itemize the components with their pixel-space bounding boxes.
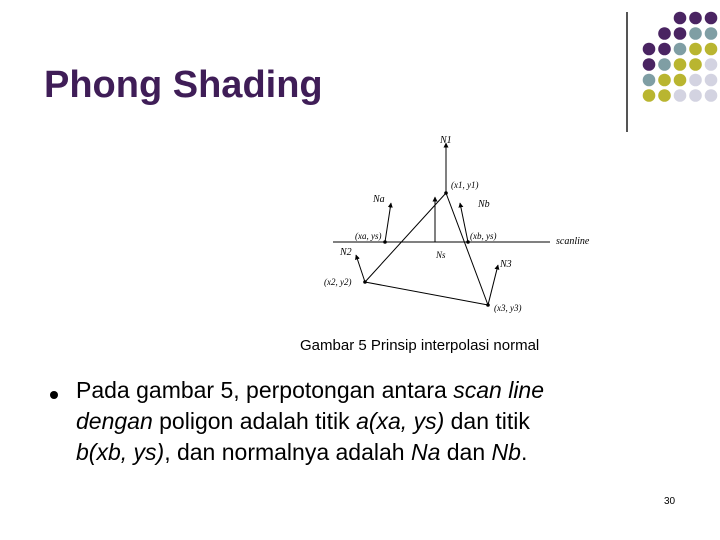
decorative-dot: [705, 43, 718, 56]
decorative-dot: [658, 43, 671, 56]
point-p3: [486, 303, 490, 307]
label-n3: N3: [500, 259, 512, 270]
decorative-dot: [689, 74, 702, 87]
decorative-dot: [674, 74, 687, 87]
label-nb: Nb: [478, 199, 490, 210]
decorative-dot: [689, 89, 702, 102]
decorative-dot: [689, 43, 702, 56]
normal-n3-arrow: [488, 265, 498, 305]
normal-na-arrow: [385, 203, 391, 242]
decorative-dot: [658, 89, 671, 102]
label-ns: Ns: [436, 250, 446, 260]
page-number: 30: [664, 496, 676, 507]
label-pb: (xb, ys): [470, 231, 497, 241]
decorative-dot: [643, 43, 656, 56]
slide-title: Phong Shading: [44, 64, 323, 106]
label-scanline: scanline: [556, 236, 590, 247]
decorative-dot: [674, 12, 687, 25]
label-n2: N2: [340, 247, 352, 258]
decorative-dot: [674, 89, 687, 102]
decorative-dot: [705, 12, 718, 25]
decorative-dot: [705, 27, 718, 40]
decorative-dot: [674, 43, 687, 56]
decorative-dot: [674, 58, 687, 71]
decorative-divider: [626, 12, 628, 132]
label-pa: (xa, ys): [355, 231, 382, 241]
decorative-dot: [705, 89, 718, 102]
decorative-dot: [705, 74, 718, 87]
decorative-dot: [643, 89, 656, 102]
bullet-dot: [50, 391, 58, 399]
label-na: Na: [373, 194, 385, 205]
label-p1: (x1, y1): [451, 180, 479, 190]
decorative-dot: [689, 58, 702, 71]
edge-p2-p3: [365, 282, 488, 305]
phong-interpolation-diagram: [318, 125, 618, 320]
decorative-dot: [643, 74, 656, 87]
decorative-dot: [658, 74, 671, 87]
decorative-dot: [689, 12, 702, 25]
bullet-text: Pada gambar 5, perpotongan antara scan line dengan poligon adalah titik a(xa, ys) dan titik b(xb, ys), dan normalnya adalah Na dan Nb.: [76, 377, 545, 465]
decorative-dot: [705, 58, 718, 71]
decorative-dot: [674, 27, 687, 40]
normal-nb-arrow: [460, 203, 468, 242]
decorative-dot: [658, 58, 671, 71]
decorative-dot: [658, 27, 671, 40]
normal-n2-arrow: [356, 255, 365, 282]
point-pa: [383, 240, 387, 244]
decorative-dot: [643, 58, 656, 71]
figure-caption: Gambar 5 Prinsip interpolasi normal: [300, 337, 540, 354]
point-p1: [444, 191, 448, 195]
label-n1: N1: [440, 135, 452, 146]
label-p3: (x3, y3): [494, 303, 522, 313]
decorative-dot: [689, 27, 702, 40]
point-p2: [363, 280, 367, 284]
label-p2: (x2, y2): [324, 277, 352, 287]
